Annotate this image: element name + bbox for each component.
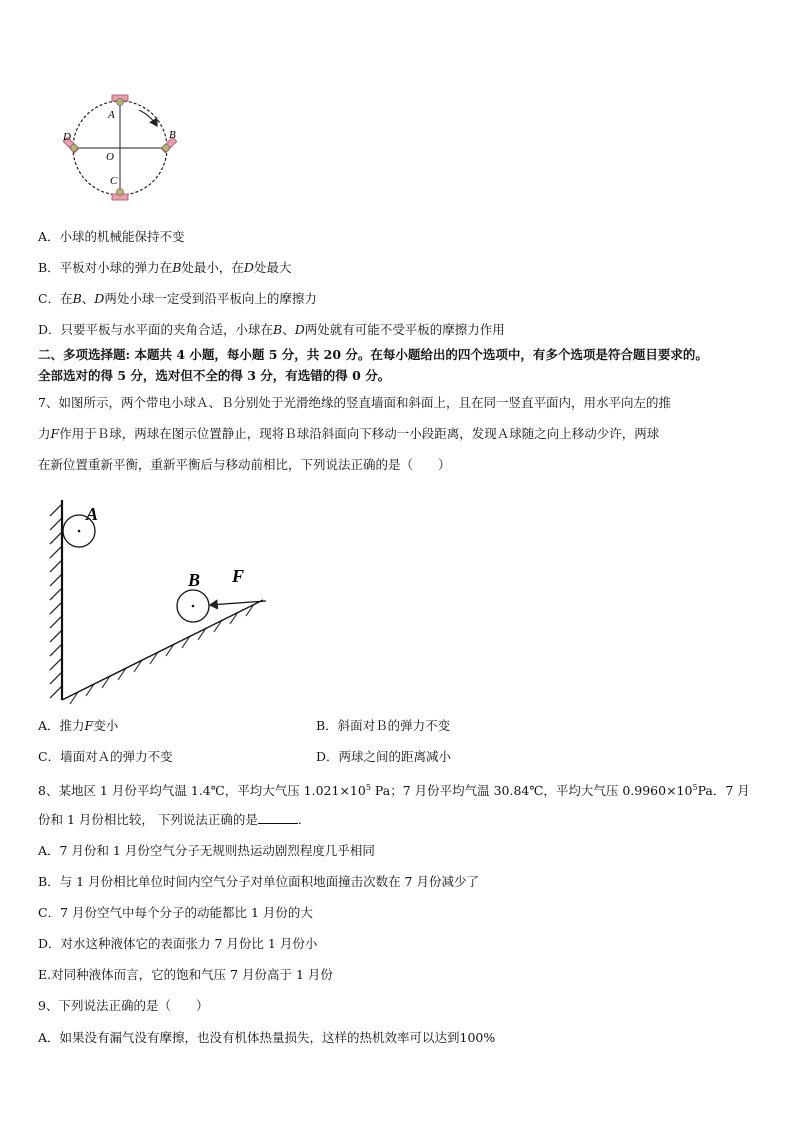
q7-line1: 7、如图所示，两个带电小球Ａ、Ｂ分别处于光滑绝缘的竖直墙面和斜面上，且在同一竖直平面内，用水平向左的推 [38, 395, 671, 410]
label-A: A [86, 504, 99, 524]
section2-line2: 全部选对的得 5 分，选对但不全的得 3 分，有选错的得 0 分。 [38, 368, 391, 383]
circular-motion-figure [55, 92, 195, 212]
label-A: A [108, 109, 115, 121]
q8-option-d: D．对水这种液体它的表面张力 7 月份比 1 月份小 [38, 936, 318, 951]
text: A．推力 [38, 718, 85, 733]
incline-line [62, 600, 263, 700]
q8-option-a: A．7 月份和 1 月份空气分子无规则热运动剧烈程度几乎相同 [38, 843, 375, 858]
q6-option-a-text: A．小球的机械能保持不变 [38, 229, 185, 244]
q9-option-a: A．如果没有漏气没有摩擦，也没有机体热量损失，这样的热机效率可以达到100% [38, 1030, 496, 1045]
exponent: 5 [692, 783, 698, 792]
text: D．只要平板与水平面的夹角合适，小球在 [38, 322, 274, 337]
text: . [297, 812, 302, 827]
q6-option-b [38, 260, 291, 276]
var: D [94, 291, 105, 306]
label-B: B [169, 129, 176, 141]
var: F [84, 718, 94, 733]
q7-line2 [38, 426, 659, 442]
text: 变小 [93, 718, 119, 733]
text: Pa．7 月 [697, 783, 750, 799]
q6-option-a [38, 229, 185, 245]
text: 8、某地区 1 月份平均气温 1.4℃，平均大气压 1.021×10 [38, 783, 366, 799]
answer-blank [258, 811, 298, 824]
q8-line2 [38, 811, 302, 828]
label-D: D [63, 131, 71, 143]
q6-option-d [38, 322, 505, 338]
incline-wall-figure [38, 492, 278, 712]
text: 两处小球一定受到沿平板向上的摩擦力 [104, 291, 317, 306]
text: 处最小，在 [181, 260, 244, 275]
ball-A [117, 99, 124, 106]
label-O: O [106, 151, 114, 163]
q7-option-a [38, 718, 118, 734]
text: 力 [38, 426, 51, 441]
ball-B-center [192, 605, 195, 608]
q8-option-e: E.对同种液体而言，它的饱和气压 7 月份高于 1 月份 [38, 967, 333, 982]
text: 两处就有可能不受平板的摩擦力作用 [304, 322, 505, 337]
incline-hatching [70, 604, 254, 704]
var: B [172, 260, 182, 275]
q8-option-b: B．与 1 月份相比单位时间内空气分子对单位面积地面撞击次数在 7 月份减少了 [38, 874, 479, 889]
text: B．平板对小球的弹力在 [38, 260, 173, 275]
label-B: B [188, 570, 201, 590]
q7-option-c: C．墙面对Ａ的弹力不变 [38, 749, 173, 764]
q8-line1 [38, 780, 750, 799]
text: 、 [282, 322, 295, 337]
text: C．在 [38, 291, 73, 306]
q7-option-d: D．两球之间的距离减小 [316, 749, 452, 764]
var: D [243, 260, 254, 275]
ball-C [117, 189, 124, 196]
var: B [72, 291, 82, 306]
q7-line3: 在新位置重新平衡，重新平衡后与移动前相比，下列说法正确的是（ ） [38, 457, 451, 472]
q9-stem: 9、下列说法正确的是（ ） [38, 998, 209, 1013]
exponent: 5 [365, 783, 371, 792]
ball-A-center [78, 530, 81, 533]
text: 作用于Ｂ球，两球在图示位置静止，现将Ｂ球沿斜面向下移动一小段距离，发现Ａ球随之向上移动少许，两球 [59, 426, 660, 441]
rotation-arrow [139, 110, 157, 126]
text: 处最大 [253, 260, 292, 275]
ball-B [163, 145, 170, 152]
text: 份和 1 月份相比较， 下列说法正确的是 [38, 812, 258, 827]
q6-option-c [38, 291, 317, 307]
q8-option-c: C．7 月份空气中每个分子的动能都比 1 月份的大 [38, 905, 313, 920]
q7-option-b: B．斜面对Ｂ的弹力不变 [316, 718, 451, 733]
wall-hatching [50, 504, 62, 698]
text: 、 [81, 291, 95, 306]
var: D [294, 322, 305, 337]
text: Pa；7 月份平均气温 30.84℃，平均大气压 0.9960×10 [370, 783, 693, 799]
ball-D [71, 145, 78, 152]
section2-line1: 二、多项选择题: 本题共 4 小题，每小题 5 分，共 20 分。在每小题给出的四个选项中，有多个选项是符合题目要求的。 [38, 347, 708, 362]
var: F [50, 426, 60, 441]
label-F: F [232, 566, 245, 586]
var: B [273, 322, 283, 337]
label-C: C [110, 175, 118, 187]
